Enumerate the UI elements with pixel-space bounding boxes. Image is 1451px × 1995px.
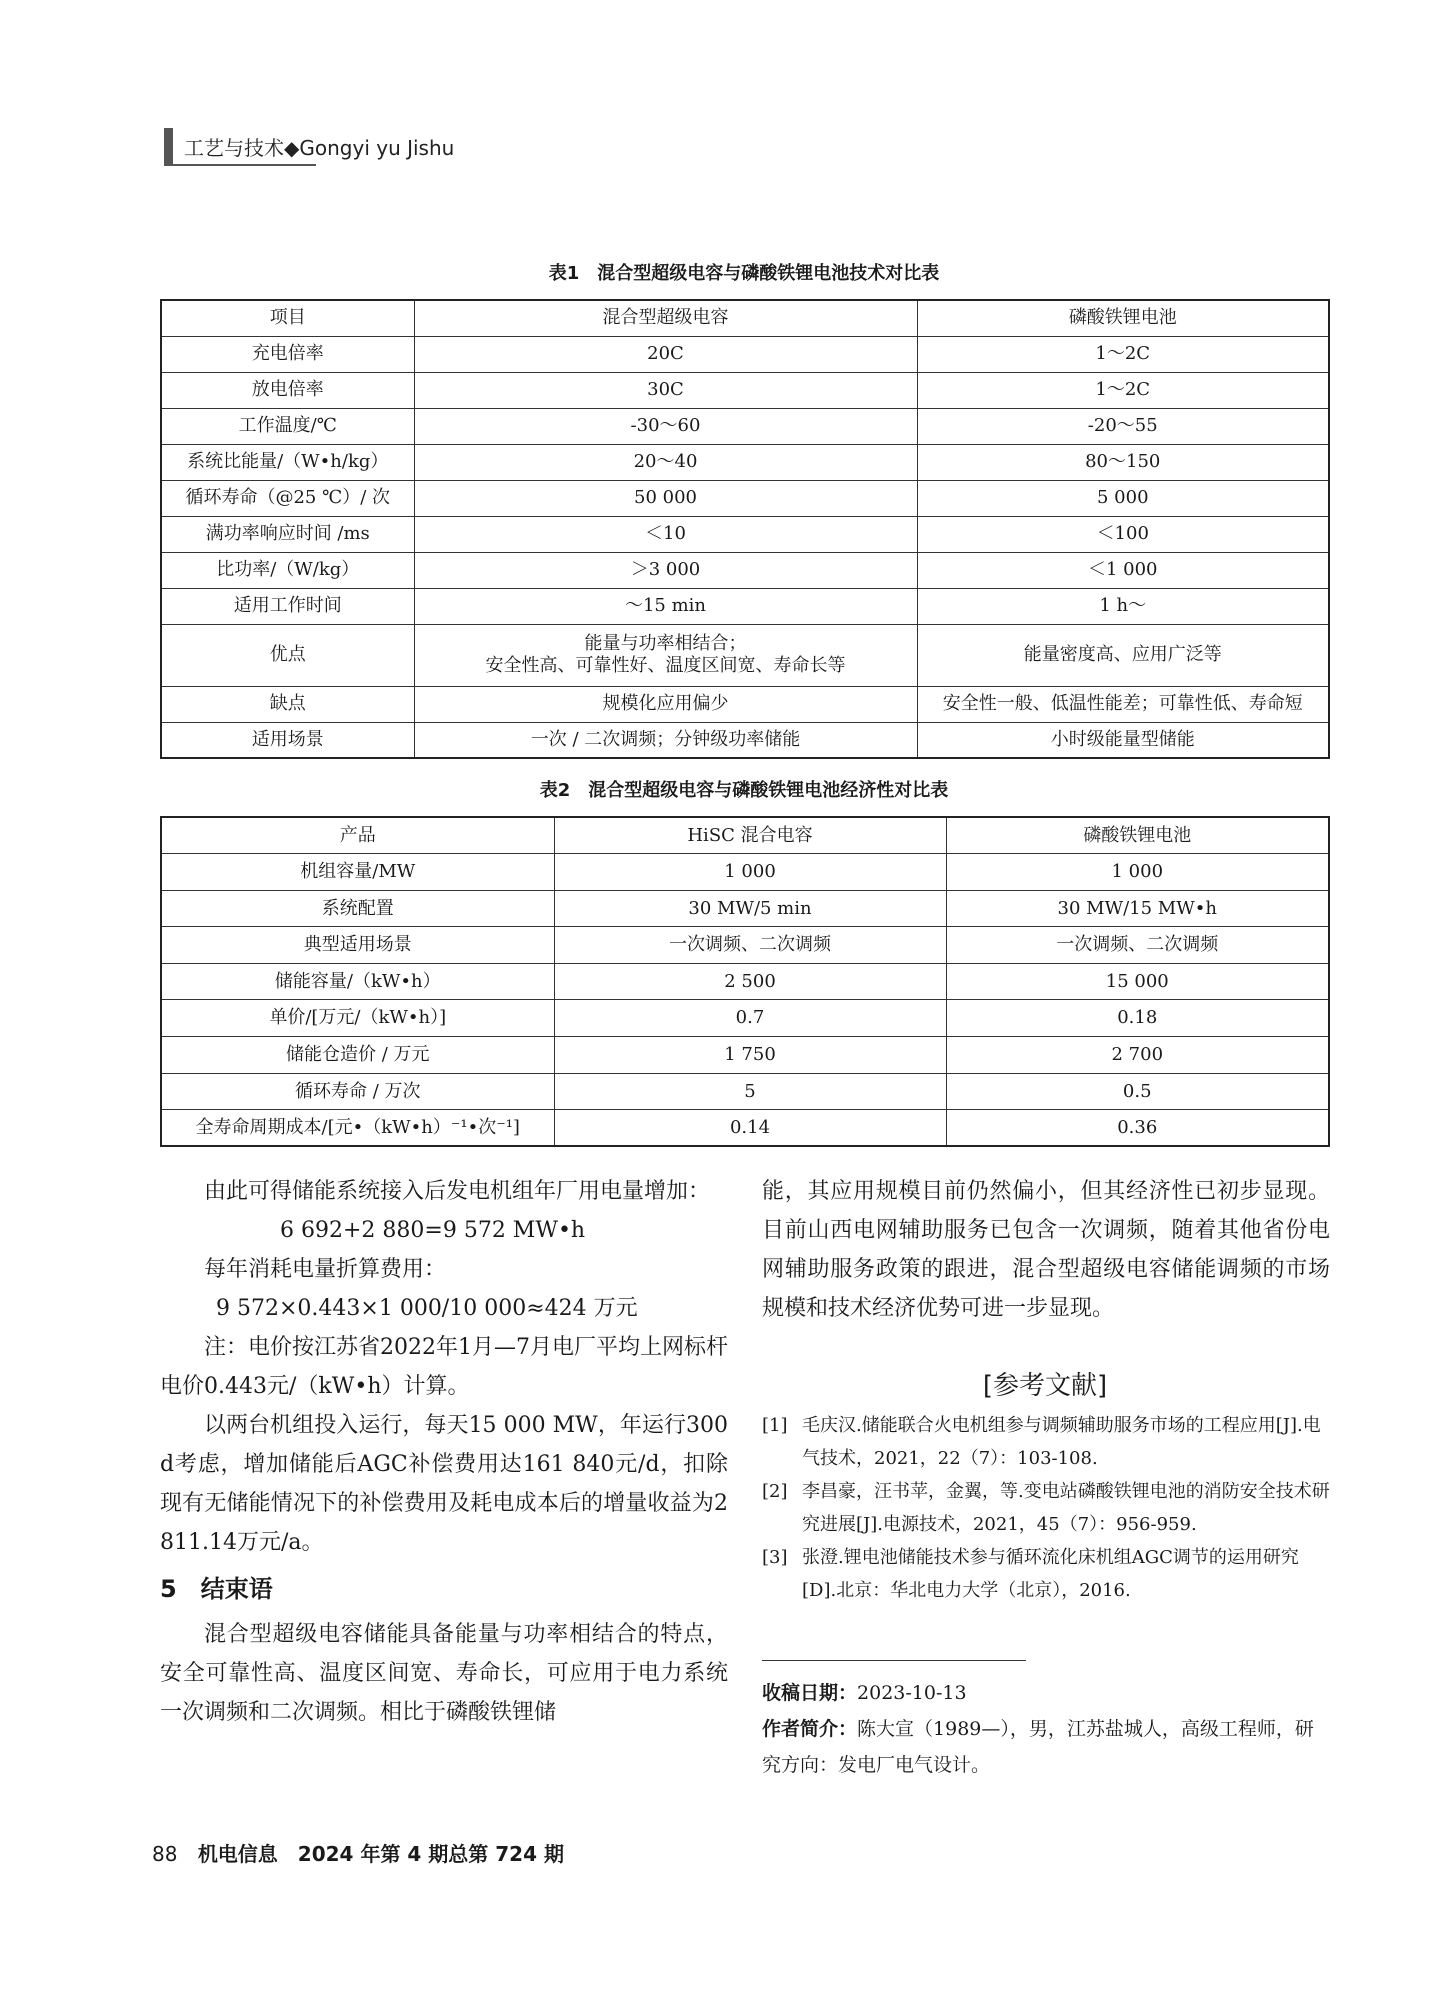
table-header-cell: 磷酸铁锂电池 [917,300,1329,336]
table-cell: 典型适用场景 [161,927,554,964]
received-label: 收稿日期： [762,1682,858,1704]
table-cell: 安全性一般、低温性能差；可靠性低、寿命短 [917,686,1329,722]
table-cell: 1 750 [554,1037,946,1074]
table-cell: 30 MW/15 MW•h [946,890,1329,927]
table-cell: 0.14 [554,1110,946,1147]
table-header-cell: 项目 [161,300,414,336]
table-cell: 循环寿命 / 万次 [161,1073,554,1110]
table-cell: 充电倍率 [161,336,414,372]
table2-caption: 表2 混合型超级电容与磷酸铁锂电池经济性对比表 [539,780,949,801]
table-row [161,336,1329,372]
table1-caption: 表1 混合型超级电容与磷酸铁锂电池技术对比表 [548,263,940,284]
table-cell: 能量与功率相结合； 安全性高、可靠性好、温度区间宽、寿命长等 [414,624,917,686]
table-row [161,624,1329,686]
table-cell: 储能容量/（kW•h） [161,963,554,1000]
table-row [161,552,1329,588]
table1 [160,299,1330,759]
table-cell: 80～150 [917,444,1329,480]
article-meta [762,1675,1332,1783]
journal-info: 机电信息 2024 年第 4 期总第 724 期 [197,1842,564,1866]
table-cell: 小时级能量型储能 [917,722,1329,758]
table-cell: 规模化应用偏少 [414,686,917,722]
table-cell: 1 000 [554,854,946,891]
table-row [161,480,1329,516]
table-cell: 1～2C [917,336,1329,372]
author-label: 作者简介： [762,1718,858,1740]
table-cell: 一次 / 二次调频；分钟级功率储能 [414,722,917,758]
table2 [160,816,1330,1147]
table-cell: 适用场景 [161,722,414,758]
table-row [161,1073,1329,1110]
paragraph: 能，其应用规模目前仍然偏小，但其经济性已初步显现。目前山西电网辅助服务已包含一次调频，随着其他省份电网辅助服务政策的跟进，混合型超级电容储能调频的市场规模和技术经济优势可进一步显现。 [762,1179,1330,1321]
footnote-divider [762,1660,1026,1661]
paragraph: 由此可得储能系统接入后发电机组年厂用电量增加： [204,1179,711,1204]
references-title: [参考文献] [982,1371,1108,1401]
table-row [161,408,1329,444]
table-row [161,444,1329,480]
reference-number: [2] [762,1481,788,1502]
reference-text: 李昌豪，汪书苹，金翼，等.变电站磷酸铁锂电池的消防安全技术研究进展[J].电源技术，2021，45（7）：956-959. [802,1481,1330,1535]
table-cell: 30 MW/5 min [554,890,946,927]
table-cell: 0.18 [946,1000,1329,1037]
table-cell: 储能仓造价 / 万元 [161,1037,554,1074]
table-row [161,588,1329,624]
table-cell: 0.7 [554,1000,946,1037]
table-cell: 放电倍率 [161,372,414,408]
paragraph: 每年消耗电量折算费用： [204,1257,447,1282]
table-cell: 机组容量/MW [161,854,554,891]
table-cell: -30～60 [414,408,917,444]
table-cell: ＜100 [917,516,1329,552]
table-cell: 2 500 [554,963,946,1000]
formula: 9 572×0.443×1 000/10 000≈424 万元 [216,1296,638,1321]
table-cell: 循环寿命（@25 ℃）/ 次 [161,480,414,516]
header-bar [164,128,173,164]
table-cell: 2 700 [946,1037,1329,1074]
table-cell: 15 000 [946,963,1329,1000]
page-number: 88 [152,1842,178,1866]
table-row [161,1000,1329,1037]
left-column [160,1172,728,1732]
right-column [762,1172,1330,1328]
section-heading: 5 结束语 [160,1575,273,1603]
reference-item [762,1541,1332,1607]
table-row [161,963,1329,1000]
author-bio [762,1711,1332,1783]
table-cell: ＜1 000 [917,552,1329,588]
table-header-cell: 混合型超级电容 [414,300,917,336]
formula: 6 692+2 880=9 572 MW•h [280,1218,586,1243]
table-cell: -20～55 [917,408,1329,444]
table-header-row [161,817,1329,854]
table-cell: 系统配置 [161,890,554,927]
table-cell: 优点 [161,624,414,686]
table-cell: 0.36 [946,1110,1329,1147]
table-row [161,1110,1329,1147]
table-cell: 30C [414,372,917,408]
table-header-cell: 产品 [161,817,554,854]
table-row [161,722,1329,758]
paragraph: 以两台机组投入运行，每天15 000 MW，年运行300 d考虑，增加储能后AGC补偿费用达161 840元/d，扣除现有无储能情况下的补偿费用及耗电成本后的增量收益为2 811.14万元/a。 [160,1413,728,1555]
table-cell: 20～40 [414,444,917,480]
table-cell: ＜10 [414,516,917,552]
table-cell: 20C [414,336,917,372]
running-header [164,128,455,166]
received-date [762,1675,1332,1711]
references-list [762,1409,1332,1607]
reference-text: 张澄.锂电池储能技术参与循环流化床机组AGC调节的运用研究[D].北京：华北电力大学（北京），2016. [802,1547,1299,1601]
table-row [161,686,1329,722]
table-cell: 50 000 [414,480,917,516]
table-row [161,927,1329,964]
header-text: 工艺与技术◆Gongyi yu Jishu [184,136,455,160]
paragraph: 混合型超级电容储能具备能量与功率相结合的特点，安全可靠性高、温度区间宽、寿命长，可应用于电力系统一次调频和二次调频。相比于磷酸铁锂储 [160,1622,728,1725]
table-cell: 5 000 [917,480,1329,516]
table-cell: 系统比能量/（W•h/kg） [161,444,414,480]
table-cell: 全寿命周期成本/[元•（kW•h）⁻¹•次⁻¹] [161,1110,554,1147]
table-row [161,1037,1329,1074]
table-row [161,890,1329,927]
table-cell: 能量密度高、应用广泛等 [917,624,1329,686]
author-value: 陈大宣（1989—），男，江苏盐城人，高级工程师，研究方向：发电厂电气设计。 [762,1718,1314,1776]
table-cell: 工作温度/℃ [161,408,414,444]
reference-item [762,1475,1332,1541]
paragraph: 注：电价按江苏省2022年1月—7月电厂平均上网标杆电价0.443元/（kW•h）计算。 [160,1335,728,1399]
reference-text: 毛庆汉.储能联合火电机组参与调频辅助服务市场的工程应用[J].电气技术，2021，22（7）：103-108. [802,1415,1321,1469]
table-cell: 缺点 [161,686,414,722]
table-cell: 5 [554,1073,946,1110]
table-cell: ～15 min [414,588,917,624]
table-header-cell: HiSC 混合电容 [554,817,946,854]
table-header-cell: 磷酸铁锂电池 [946,817,1329,854]
reference-number: [3] [762,1547,788,1568]
reference-item [762,1409,1332,1475]
table-cell: 单价/[万元/（kW•h）] [161,1000,554,1037]
table-cell: 1 h～ [917,588,1329,624]
table-header-row [161,300,1329,336]
table-cell: 比功率/（W/kg） [161,552,414,588]
table-cell: ＞3 000 [414,552,917,588]
table-cell: 0.5 [946,1073,1329,1110]
table-cell: 一次调频、二次调频 [946,927,1329,964]
table-row [161,372,1329,408]
table-cell: 满功率响应时间 /ms [161,516,414,552]
received-value: 2023-10-13 [857,1682,967,1704]
table-row [161,854,1329,891]
table-cell: 一次调频、二次调频 [554,927,946,964]
table-cell: 适用工作时间 [161,588,414,624]
table-row [161,516,1329,552]
table-cell: 1～2C [917,372,1329,408]
table-cell: 1 000 [946,854,1329,891]
reference-number: [1] [762,1415,788,1436]
page-footer [152,1838,564,1867]
